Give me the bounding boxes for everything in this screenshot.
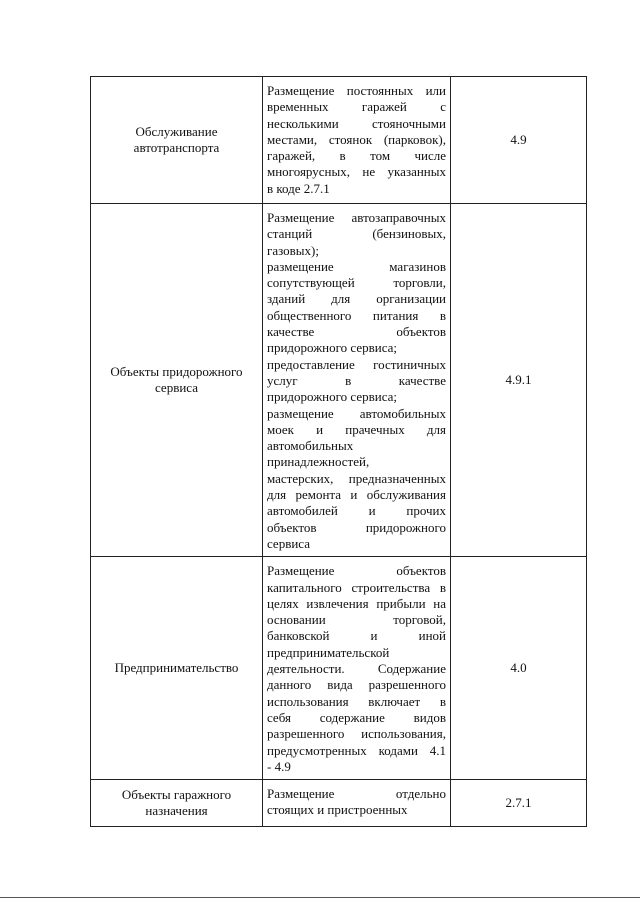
use-type-code-cell: 4.9.1 [451, 204, 587, 557]
description-line: сопутствующей торговли, [267, 275, 446, 291]
use-type-name-line: Обслуживание [135, 124, 218, 139]
description-line: станций (бензиновых, [267, 226, 446, 242]
description-line: временных гаражей с [267, 99, 446, 115]
description-line: деятельности. Содержание [267, 661, 446, 677]
description-line: данного вида разрешенного [267, 677, 446, 693]
use-type-name-cell [91, 557, 263, 780]
description-line: предусмотренных кодами 4.1 [267, 742, 446, 758]
table-row [91, 77, 587, 204]
description-line: Размещение отдельно [267, 786, 446, 802]
use-type-name-cell [91, 780, 263, 827]
description-line: услуг в качестве [267, 372, 446, 388]
description-line: Размещение автозаправочных [267, 210, 446, 225]
description-line: автомобильных [267, 438, 354, 454]
description-line: в коде 2.7.1 [267, 180, 330, 196]
description-line: многоярусных, не указанных [267, 164, 446, 180]
land-use-table [90, 76, 587, 827]
description-line: сервиса [267, 535, 310, 551]
use-type-name-line: Объекты придорожного [110, 364, 243, 380]
use-type-code-cell: 4.0 [451, 557, 587, 780]
description-line: использования включает в [267, 693, 446, 709]
use-type-description-cell [263, 204, 451, 557]
use-type-description-cell [263, 780, 451, 827]
description-line: мастерских, предназначенных [267, 470, 446, 486]
use-type-name-cell [91, 204, 263, 557]
table-row [91, 204, 587, 557]
table-row [91, 557, 587, 780]
use-type-name-cell [91, 77, 263, 204]
page-bottom-rule [0, 897, 640, 898]
use-type-name-line: Предпринимательство [114, 660, 239, 676]
description-line: принадлежностей, [267, 454, 370, 470]
description-line: объектов придорожного [267, 519, 446, 535]
use-type-description-cell [263, 557, 451, 780]
description-line: предпринимательской [267, 644, 390, 660]
description-line: автомобилей и прочих [267, 503, 446, 519]
description-line: стоящих и пристроенных [267, 802, 408, 818]
description-line: размещение магазинов [267, 258, 446, 274]
description-line: несколькими стояночными [267, 115, 446, 131]
description-line: Размещение объектов [267, 563, 446, 579]
use-type-code-cell: 2.7.1 [451, 780, 587, 827]
description-line: целях извлечения прибыли на [267, 595, 446, 611]
use-type-name-line: Объекты гаражного [121, 787, 232, 803]
description-line: качестве объектов [267, 324, 446, 340]
description-line: разрешенного использования, [267, 726, 446, 742]
description-line: капитального строительства в [267, 579, 446, 595]
description-line: размещение автомобильных [267, 405, 446, 421]
description-line: зданий для организации [267, 291, 446, 307]
use-type-description-cell [263, 77, 451, 204]
description-line: себя содержание видов [267, 709, 446, 725]
description-line: - 4.9 [267, 758, 291, 774]
description-line: гаражей, в том числе [267, 148, 446, 164]
description-line: банковской и иной [267, 628, 446, 644]
use-type-name-line: автотранспорта [133, 140, 220, 155]
description-line: газовых); [267, 242, 319, 258]
description-line: Размещение постоянных или [267, 83, 446, 98]
description-line: предоставление гостиничных [267, 356, 446, 372]
description-line: местами, стоянок (парковок), [267, 131, 446, 147]
description-line: придорожного сервиса; [267, 340, 398, 356]
description-line: для ремонта и обслуживания [267, 487, 446, 503]
description-line: общественного питания в [267, 307, 446, 323]
use-type-name-line: сервиса [155, 380, 198, 396]
table-row [91, 780, 587, 827]
description-line: моек и прачечных для [267, 421, 446, 437]
use-type-code-cell: 4.9 [451, 77, 587, 204]
description-line: основании торговой, [267, 612, 446, 628]
description-line: придорожного сервиса; [267, 389, 398, 405]
use-type-name-line: назначения [145, 803, 208, 819]
